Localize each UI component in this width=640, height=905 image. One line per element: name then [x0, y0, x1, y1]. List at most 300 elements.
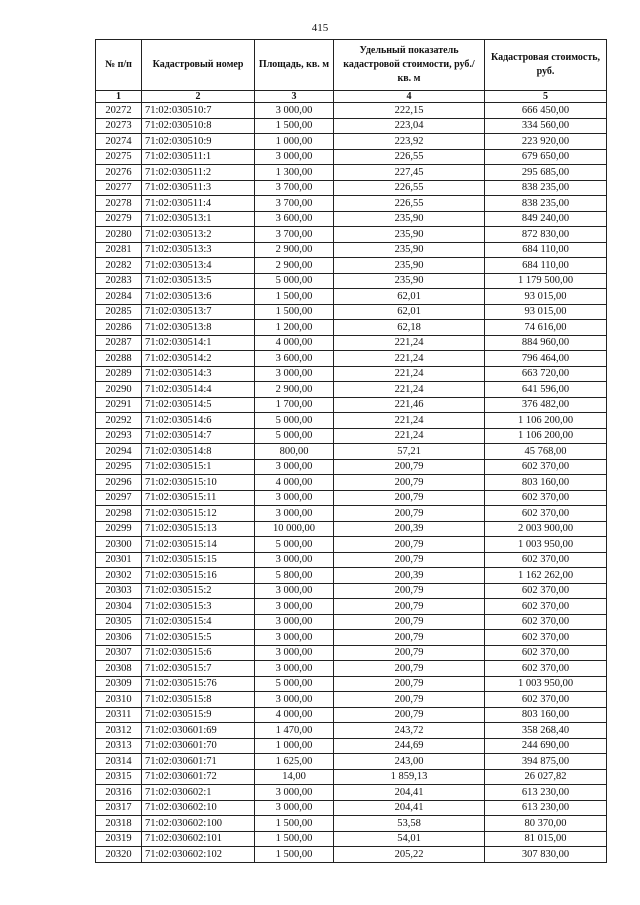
area-value: 3 000,00 [255, 599, 334, 615]
cadastral-number: 71:02:030515:7 [142, 661, 255, 677]
cadastral-number: 71:02:030515:6 [142, 645, 255, 661]
row-index: 20310 [96, 692, 142, 708]
unit-value: 200,79 [334, 676, 485, 692]
row-index: 20288 [96, 351, 142, 367]
row-index: 20290 [96, 382, 142, 398]
table-row [96, 211, 607, 227]
area-value: 5 000,00 [255, 413, 334, 429]
area-value: 4 000,00 [255, 335, 334, 351]
cadastral-number: 71:02:030515:2 [142, 583, 255, 599]
table-row [96, 630, 607, 646]
row-index: 20302 [96, 568, 142, 584]
cadastral-value: 81 015,00 [485, 831, 607, 847]
row-index: 20306 [96, 630, 142, 646]
row-index: 20313 [96, 738, 142, 754]
unit-value: 200,79 [334, 583, 485, 599]
unit-value: 235,90 [334, 242, 485, 258]
table-row [96, 831, 607, 847]
cadastral-value: 602 370,00 [485, 661, 607, 677]
row-index: 20304 [96, 599, 142, 615]
table-row [96, 738, 607, 754]
unit-value: 204,41 [334, 800, 485, 816]
cadastral-number: 71:02:030514:2 [142, 351, 255, 367]
cadastral-number: 71:02:030515:16 [142, 568, 255, 584]
row-index: 20274 [96, 134, 142, 150]
cadastral-number: 71:02:030513:8 [142, 320, 255, 336]
row-index: 20279 [96, 211, 142, 227]
area-value: 3 000,00 [255, 692, 334, 708]
table-row [96, 165, 607, 181]
area-value: 3 700,00 [255, 227, 334, 243]
table-row [96, 258, 607, 274]
table-row [96, 723, 607, 739]
unit-value: 226,55 [334, 196, 485, 212]
table-row [96, 382, 607, 398]
table-row [96, 800, 607, 816]
header-unit-value: Удельный показатель кадастровой стоимости, руб./кв. м [334, 40, 485, 91]
table-row [96, 397, 607, 413]
header-index: № п/п [96, 40, 142, 91]
cadastral-value: 334 560,00 [485, 118, 607, 134]
area-value: 1 470,00 [255, 723, 334, 739]
unit-value: 222,15 [334, 103, 485, 119]
cadastral-value: 602 370,00 [485, 506, 607, 522]
row-index: 20309 [96, 676, 142, 692]
cadastral-number: 71:02:030513:5 [142, 273, 255, 289]
cadastral-number: 71:02:030601:72 [142, 769, 255, 785]
table-header [96, 40, 607, 103]
table-row [96, 196, 607, 212]
unit-value: 235,90 [334, 258, 485, 274]
unit-value: 57,21 [334, 444, 485, 460]
area-value: 4 000,00 [255, 707, 334, 723]
cadastral-value: 684 110,00 [485, 258, 607, 274]
cadastral-number: 71:02:030510:7 [142, 103, 255, 119]
table-row [96, 769, 607, 785]
cadastral-value: 93 015,00 [485, 289, 607, 305]
area-value: 3 000,00 [255, 149, 334, 165]
column-number: 3 [255, 91, 334, 103]
table-row [96, 552, 607, 568]
unit-value: 235,90 [334, 211, 485, 227]
table-row [96, 118, 607, 134]
area-value: 1 000,00 [255, 134, 334, 150]
row-index: 20287 [96, 335, 142, 351]
cadastral-value: 1 106 200,00 [485, 428, 607, 444]
unit-value: 226,55 [334, 180, 485, 196]
unit-value: 1 859,13 [334, 769, 485, 785]
cadastral-number: 71:02:030510:8 [142, 118, 255, 134]
area-value: 2 900,00 [255, 382, 334, 398]
cadastral-number: 71:02:030515:1 [142, 459, 255, 475]
row-index: 20301 [96, 552, 142, 568]
unit-value: 200,79 [334, 692, 485, 708]
table-row [96, 320, 607, 336]
area-value: 1 500,00 [255, 831, 334, 847]
cadastral-value: 394 875,00 [485, 754, 607, 770]
unit-value: 200,79 [334, 661, 485, 677]
row-index: 20320 [96, 847, 142, 863]
cadastral-value: 1 162 262,00 [485, 568, 607, 584]
table-row [96, 103, 607, 119]
cadastral-value: 884 960,00 [485, 335, 607, 351]
table-row [96, 351, 607, 367]
area-value: 10 000,00 [255, 521, 334, 537]
unit-value: 243,00 [334, 754, 485, 770]
area-value: 1 500,00 [255, 816, 334, 832]
unit-value: 223,92 [334, 134, 485, 150]
row-index: 20278 [96, 196, 142, 212]
unit-value: 200,79 [334, 614, 485, 630]
unit-value: 200,39 [334, 521, 485, 537]
unit-value: 200,79 [334, 475, 485, 491]
row-index: 20283 [96, 273, 142, 289]
area-value: 3 600,00 [255, 211, 334, 227]
unit-value: 221,24 [334, 428, 485, 444]
table-row [96, 444, 607, 460]
header-cadastral-number: Кадастровый номер [142, 40, 255, 91]
area-value: 3 000,00 [255, 459, 334, 475]
row-index: 20284 [96, 289, 142, 305]
cadastral-value: 74 616,00 [485, 320, 607, 336]
cadastral-value: 602 370,00 [485, 583, 607, 599]
area-value: 5 000,00 [255, 676, 334, 692]
row-index: 20303 [96, 583, 142, 599]
cadastral-value: 602 370,00 [485, 614, 607, 630]
cadastral-number: 71:02:030515:12 [142, 506, 255, 522]
table-row [96, 847, 607, 863]
unit-value: 53,58 [334, 816, 485, 832]
table-row [96, 242, 607, 258]
table-row [96, 676, 607, 692]
table-row [96, 692, 607, 708]
table-row [96, 273, 607, 289]
cadastral-number: 71:02:030513:7 [142, 304, 255, 320]
area-value: 1 500,00 [255, 304, 334, 320]
unit-value: 223,04 [334, 118, 485, 134]
row-index: 20315 [96, 769, 142, 785]
table-row [96, 475, 607, 491]
cadastral-number: 71:02:030602:10 [142, 800, 255, 816]
cadastral-value: 838 235,00 [485, 196, 607, 212]
unit-value: 200,79 [334, 645, 485, 661]
cadastral-number: 71:02:030515:14 [142, 537, 255, 553]
row-index: 20295 [96, 459, 142, 475]
area-value: 5 000,00 [255, 273, 334, 289]
cadastral-number: 71:02:030515:5 [142, 630, 255, 646]
column-numbers-row [96, 91, 607, 103]
area-value: 1 700,00 [255, 397, 334, 413]
cadastral-value: 1 179 500,00 [485, 273, 607, 289]
row-index: 20293 [96, 428, 142, 444]
row-index: 20280 [96, 227, 142, 243]
column-number: 2 [142, 91, 255, 103]
cadastral-value: 602 370,00 [485, 645, 607, 661]
unit-value: 235,90 [334, 227, 485, 243]
unit-value: 221,24 [334, 366, 485, 382]
cadastral-number: 71:02:030515:3 [142, 599, 255, 615]
row-index: 20289 [96, 366, 142, 382]
cadastral-number: 71:02:030515:8 [142, 692, 255, 708]
table-row [96, 459, 607, 475]
cadastral-value: 679 650,00 [485, 149, 607, 165]
row-index: 20292 [96, 413, 142, 429]
area-value: 4 000,00 [255, 475, 334, 491]
area-value: 1 300,00 [255, 165, 334, 181]
table-row [96, 754, 607, 770]
row-index: 20314 [96, 754, 142, 770]
area-value: 5 000,00 [255, 428, 334, 444]
row-index: 20277 [96, 180, 142, 196]
table-row [96, 614, 607, 630]
table-row [96, 149, 607, 165]
cadastral-number: 71:02:030514:4 [142, 382, 255, 398]
cadastral-number: 71:02:030515:10 [142, 475, 255, 491]
unit-value: 227,45 [334, 165, 485, 181]
cadastral-number: 71:02:030601:69 [142, 723, 255, 739]
area-value: 3 000,00 [255, 630, 334, 646]
table-row [96, 289, 607, 305]
cadastral-number: 71:02:030602:101 [142, 831, 255, 847]
row-index: 20300 [96, 537, 142, 553]
unit-value: 200,79 [334, 506, 485, 522]
table-row [96, 428, 607, 444]
cadastral-value: 641 596,00 [485, 382, 607, 398]
cadastral-number: 71:02:030602:1 [142, 785, 255, 801]
unit-value: 200,79 [334, 490, 485, 506]
row-index: 20318 [96, 816, 142, 832]
area-value: 3 000,00 [255, 785, 334, 801]
area-value: 3 000,00 [255, 103, 334, 119]
cadastral-number: 71:02:030514:3 [142, 366, 255, 382]
cadastral-value: 26 027,82 [485, 769, 607, 785]
cadastral-value: 663 720,00 [485, 366, 607, 382]
area-value: 3 000,00 [255, 614, 334, 630]
row-index: 20272 [96, 103, 142, 119]
area-value: 3 700,00 [255, 180, 334, 196]
cadastral-value: 602 370,00 [485, 459, 607, 475]
cadastral-value: 613 230,00 [485, 785, 607, 801]
area-value: 1 000,00 [255, 738, 334, 754]
row-index: 20276 [96, 165, 142, 181]
row-index: 20281 [96, 242, 142, 258]
unit-value: 204,41 [334, 785, 485, 801]
cadastral-value: 602 370,00 [485, 552, 607, 568]
unit-value: 205,22 [334, 847, 485, 863]
cadastral-value: 666 450,00 [485, 103, 607, 119]
unit-value: 200,79 [334, 537, 485, 553]
table-row [96, 645, 607, 661]
area-value: 1 500,00 [255, 847, 334, 863]
unit-value: 54,01 [334, 831, 485, 847]
cadastral-value: 307 830,00 [485, 847, 607, 863]
row-index: 20319 [96, 831, 142, 847]
cadastral-value: 244 690,00 [485, 738, 607, 754]
cadastral-number: 71:02:030515:13 [142, 521, 255, 537]
cadastral-number: 71:02:030601:70 [142, 738, 255, 754]
row-index: 20305 [96, 614, 142, 630]
cadastral-value: 803 160,00 [485, 475, 607, 491]
row-index: 20285 [96, 304, 142, 320]
unit-value: 200,79 [334, 630, 485, 646]
area-value: 2 900,00 [255, 242, 334, 258]
cadastral-number: 71:02:030510:9 [142, 134, 255, 150]
area-value: 3 000,00 [255, 506, 334, 522]
area-value: 3 000,00 [255, 645, 334, 661]
cadastral-value: 295 685,00 [485, 165, 607, 181]
column-number: 5 [485, 91, 607, 103]
cadastral-value: 602 370,00 [485, 630, 607, 646]
table-row [96, 537, 607, 553]
row-index: 20291 [96, 397, 142, 413]
unit-value: 244,69 [334, 738, 485, 754]
unit-value: 243,72 [334, 723, 485, 739]
unit-value: 235,90 [334, 273, 485, 289]
cadastral-number: 71:02:030515:4 [142, 614, 255, 630]
area-value: 1 200,00 [255, 320, 334, 336]
cadastral-number: 71:02:030511:3 [142, 180, 255, 196]
cadastral-number: 71:02:030514:8 [142, 444, 255, 460]
unit-value: 221,24 [334, 351, 485, 367]
unit-value: 62,01 [334, 289, 485, 305]
cadastral-number: 71:02:030514:7 [142, 428, 255, 444]
unit-value: 221,24 [334, 413, 485, 429]
table-row [96, 599, 607, 615]
cadastral-number: 71:02:030514:5 [142, 397, 255, 413]
unit-value: 62,01 [334, 304, 485, 320]
cadastral-value: 613 230,00 [485, 800, 607, 816]
table-row [96, 785, 607, 801]
cadastral-value: 803 160,00 [485, 707, 607, 723]
area-value: 3 000,00 [255, 661, 334, 677]
cadastral-value: 838 235,00 [485, 180, 607, 196]
area-value: 3 000,00 [255, 366, 334, 382]
row-index: 20311 [96, 707, 142, 723]
table-row [96, 521, 607, 537]
table-row [96, 366, 607, 382]
cadastral-number: 71:02:030513:6 [142, 289, 255, 305]
area-value: 2 900,00 [255, 258, 334, 274]
unit-value: 221,24 [334, 382, 485, 398]
cadastral-value: 1 106 200,00 [485, 413, 607, 429]
cadastral-number: 71:02:030515:11 [142, 490, 255, 506]
column-number: 4 [334, 91, 485, 103]
table-row [96, 506, 607, 522]
cadastral-number: 71:02:030513:2 [142, 227, 255, 243]
table-row [96, 335, 607, 351]
cadastral-number: 71:02:030511:4 [142, 196, 255, 212]
table-row [96, 707, 607, 723]
area-value: 1 625,00 [255, 754, 334, 770]
table-row [96, 490, 607, 506]
table-row [96, 413, 607, 429]
cadastral-value: 602 370,00 [485, 490, 607, 506]
cadastral-value: 93 015,00 [485, 304, 607, 320]
cadastral-value: 1 003 950,00 [485, 537, 607, 553]
row-index: 20275 [96, 149, 142, 165]
unit-value: 200,79 [334, 552, 485, 568]
area-value: 1 500,00 [255, 289, 334, 305]
cadastral-number: 71:02:030513:4 [142, 258, 255, 274]
unit-value: 200,39 [334, 568, 485, 584]
table-row [96, 816, 607, 832]
row-index: 20312 [96, 723, 142, 739]
cadastral-number: 71:02:030515:76 [142, 676, 255, 692]
cadastral-table [95, 39, 607, 863]
area-value: 3 000,00 [255, 490, 334, 506]
cadastral-value: 796 464,00 [485, 351, 607, 367]
unit-value: 200,79 [334, 459, 485, 475]
cadastral-number: 71:02:030513:1 [142, 211, 255, 227]
area-value: 3 600,00 [255, 351, 334, 367]
row-index: 20296 [96, 475, 142, 491]
cadastral-number: 71:02:030514:1 [142, 335, 255, 351]
unit-value: 200,79 [334, 707, 485, 723]
cadastral-value: 602 370,00 [485, 692, 607, 708]
area-value: 3 000,00 [255, 800, 334, 816]
unit-value: 200,79 [334, 599, 485, 615]
page-number: 415 [311, 22, 329, 34]
table-row [96, 304, 607, 320]
unit-value: 221,24 [334, 335, 485, 351]
row-index: 20282 [96, 258, 142, 274]
cadastral-value: 684 110,00 [485, 242, 607, 258]
cadastral-value: 849 240,00 [485, 211, 607, 227]
area-value: 800,00 [255, 444, 334, 460]
table-row [96, 180, 607, 196]
unit-value: 221,46 [334, 397, 485, 413]
cadastral-number: 71:02:030511:2 [142, 165, 255, 181]
area-value: 3 700,00 [255, 196, 334, 212]
cadastral-value: 45 768,00 [485, 444, 607, 460]
area-value: 3 000,00 [255, 552, 334, 568]
cadastral-number: 71:02:030515:9 [142, 707, 255, 723]
unit-value: 62,18 [334, 320, 485, 336]
table-row [96, 583, 607, 599]
area-value: 3 000,00 [255, 583, 334, 599]
cadastral-value: 80 370,00 [485, 816, 607, 832]
row-index: 20298 [96, 506, 142, 522]
table-body [96, 103, 607, 863]
cadastral-value: 1 003 950,00 [485, 676, 607, 692]
cadastral-value: 872 830,00 [485, 227, 607, 243]
table-row [96, 134, 607, 150]
header-cadastral-value: Кадастровая стоимость, руб. [485, 40, 607, 91]
cadastral-number: 71:02:030601:71 [142, 754, 255, 770]
area-value: 1 500,00 [255, 118, 334, 134]
cadastral-value: 376 482,00 [485, 397, 607, 413]
row-index: 20286 [96, 320, 142, 336]
row-index: 20307 [96, 645, 142, 661]
row-index: 20308 [96, 661, 142, 677]
area-value: 14,00 [255, 769, 334, 785]
row-index: 20316 [96, 785, 142, 801]
table-row [96, 568, 607, 584]
cadastral-number: 71:02:030602:100 [142, 816, 255, 832]
area-value: 5 800,00 [255, 568, 334, 584]
row-index: 20294 [96, 444, 142, 460]
row-index: 20273 [96, 118, 142, 134]
unit-value: 226,55 [334, 149, 485, 165]
table-row [96, 661, 607, 677]
cadastral-number: 71:02:030511:1 [142, 149, 255, 165]
header-area: Площадь, кв. м [255, 40, 334, 91]
cadastral-value: 602 370,00 [485, 599, 607, 615]
cadastral-number: 71:02:030514:6 [142, 413, 255, 429]
row-index: 20299 [96, 521, 142, 537]
cadastral-number: 71:02:030602:102 [142, 847, 255, 863]
row-index: 20297 [96, 490, 142, 506]
